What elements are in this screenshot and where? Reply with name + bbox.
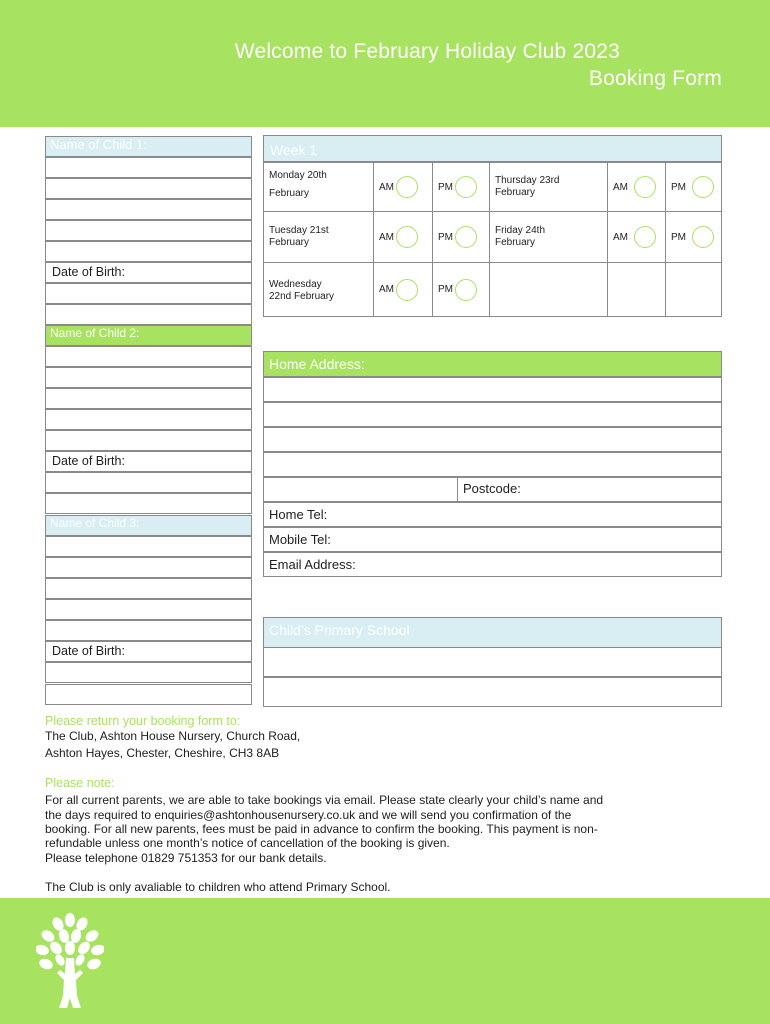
day-label: Friday 24th <box>495 225 546 236</box>
child-2-dob-line[interactable] <box>45 493 252 514</box>
day-label: February <box>269 237 310 248</box>
child-1-dob-label: Date of Birth: <box>45 262 252 283</box>
note-line: booking. For all new parents, fees must be paid in advance to confirm the booking. This payment is non- <box>45 822 598 836</box>
child-1-name-line[interactable] <box>45 241 252 262</box>
day-label: February <box>495 187 536 198</box>
pm-label: PM <box>438 231 453 243</box>
monday-pm-checkbox[interactable] <box>455 176 477 198</box>
child-1-name-line[interactable] <box>45 178 252 199</box>
pm-label: PM <box>671 231 686 243</box>
day-thursday <box>489 162 608 212</box>
school-line[interactable] <box>263 647 722 677</box>
child-2-dob-line[interactable] <box>45 472 252 493</box>
child-2-name-line[interactable] <box>45 430 252 451</box>
child-1-dob-line[interactable] <box>45 304 252 325</box>
thursday-pm-checkbox[interactable] <box>692 176 714 198</box>
day-label: February <box>269 188 310 199</box>
day-label: Monday 20th <box>269 170 327 181</box>
child-3-heading: Name of Child 3: <box>45 515 252 536</box>
monday-am-checkbox[interactable] <box>396 176 418 198</box>
child-3-name-line[interactable] <box>45 578 252 599</box>
return-address-line: The Club, Ashton House Nursery, Church Road, <box>45 729 301 743</box>
note-line: For all current parents, we are able to take bookings via email. Please state clearly your child’s name and <box>45 793 604 807</box>
pm-label: PM <box>438 284 453 295</box>
eligibility-note: The Club is only avaliable to children who attend Primary School. <box>45 880 391 894</box>
week-heading: Week 1 <box>263 135 722 162</box>
day-label: February <box>495 237 536 248</box>
day-wednesday <box>263 262 374 317</box>
page-subtitle: Booking Form <box>588 67 722 90</box>
friday-pm-slot <box>665 211 722 263</box>
child-3-dob-line[interactable] <box>45 662 252 683</box>
return-address-line: Ashton Hayes, Chester, Cheshire, CH3 8AB <box>45 746 280 760</box>
home-tel-field[interactable]: Home Tel: <box>263 502 722 527</box>
pm-label: PM <box>671 181 686 193</box>
am-label: AM <box>379 231 394 243</box>
tuesday-pm-checkbox[interactable] <box>455 226 477 248</box>
primary-school-heading: Child’s Primary School <box>263 617 722 648</box>
thursday-am-checkbox[interactable] <box>634 176 656 198</box>
am-label: AM <box>613 181 628 193</box>
child-1-name-line[interactable] <box>45 220 252 241</box>
return-title: Please return your booking form to: <box>45 714 241 728</box>
day-label: Wednesday <box>269 279 322 290</box>
wednesday-pm-checkbox[interactable] <box>455 279 477 301</box>
child-2-name-line[interactable] <box>45 409 252 430</box>
child-2-heading: Name of Child 2: <box>45 325 252 346</box>
am-label: AM <box>379 284 394 295</box>
child-3-dob-line[interactable] <box>45 684 252 705</box>
day-monday <box>263 162 374 212</box>
child-3-name-line[interactable] <box>45 536 252 557</box>
child-3-name-line[interactable] <box>45 557 252 578</box>
header-banner <box>0 0 770 127</box>
home-address-heading: Home Address: <box>263 351 722 377</box>
thursday-am-slot <box>607 162 666 212</box>
day-label: Tuesday 21st <box>269 225 329 236</box>
child-2-name-line[interactable] <box>45 367 252 388</box>
child-2-name-line[interactable] <box>45 388 252 409</box>
friday-pm-checkbox[interactable] <box>692 226 714 248</box>
school-line[interactable] <box>263 677 722 707</box>
child-3-name-line[interactable] <box>45 620 252 641</box>
monday-am-slot <box>373 162 433 212</box>
am-label: AM <box>379 181 394 193</box>
note-title: Please note: <box>45 776 115 790</box>
empty-cell <box>489 262 608 317</box>
mobile-tel-field[interactable]: Mobile Tel: <box>263 527 722 552</box>
friday-am-slot <box>607 211 666 263</box>
child-2-dob-label: Date of Birth: <box>45 451 252 472</box>
note-line: refundable unless one month’s notice of cancellation of the booking is given. <box>45 836 450 850</box>
wednesday-pm-slot <box>432 262 490 317</box>
email-field[interactable]: Email Address: <box>263 552 722 577</box>
child-1-heading: Name of Child 1: <box>45 136 252 157</box>
am-label: AM <box>613 231 628 243</box>
address-line[interactable] <box>263 402 722 427</box>
day-tuesday <box>263 211 374 263</box>
day-label: 22nd February <box>269 291 335 302</box>
note-line: the days required to enquiries@ashtonhousenursery.co.uk and we will send you confirmation of the <box>45 808 572 822</box>
note-line: Please telephone 01829 751353 for our bank details. <box>45 851 327 865</box>
tuesday-pm-slot <box>432 211 490 263</box>
child-3-dob-label: Date of Birth: <box>45 641 252 662</box>
wednesday-am-slot <box>373 262 433 317</box>
empty-cell <box>607 262 666 317</box>
child-2-name-line[interactable] <box>45 346 252 367</box>
child-3-name-line[interactable] <box>45 599 252 620</box>
tuesday-am-checkbox[interactable] <box>396 226 418 248</box>
day-label: Thursday 23rd <box>495 175 560 186</box>
monday-pm-slot <box>432 162 490 212</box>
child-1-dob-line[interactable] <box>45 283 252 304</box>
page-title: Welcome to February Holiday Club 2023 <box>234 40 620 63</box>
address-line[interactable] <box>263 452 722 477</box>
wednesday-am-checkbox[interactable] <box>396 279 418 301</box>
thursday-pm-slot <box>665 162 722 212</box>
footer-banner <box>0 898 770 1024</box>
child-1-name-line[interactable] <box>45 199 252 220</box>
day-friday <box>489 211 608 263</box>
address-line[interactable] <box>263 377 722 402</box>
friday-am-checkbox[interactable] <box>634 226 656 248</box>
postcode-field[interactable]: Postcode: <box>457 477 722 502</box>
tree-icon <box>36 912 104 1010</box>
child-1-name-line[interactable] <box>45 157 252 178</box>
pm-label: PM <box>438 181 453 193</box>
address-line[interactable] <box>263 427 722 452</box>
tuesday-am-slot <box>373 211 433 263</box>
empty-cell <box>665 262 722 317</box>
